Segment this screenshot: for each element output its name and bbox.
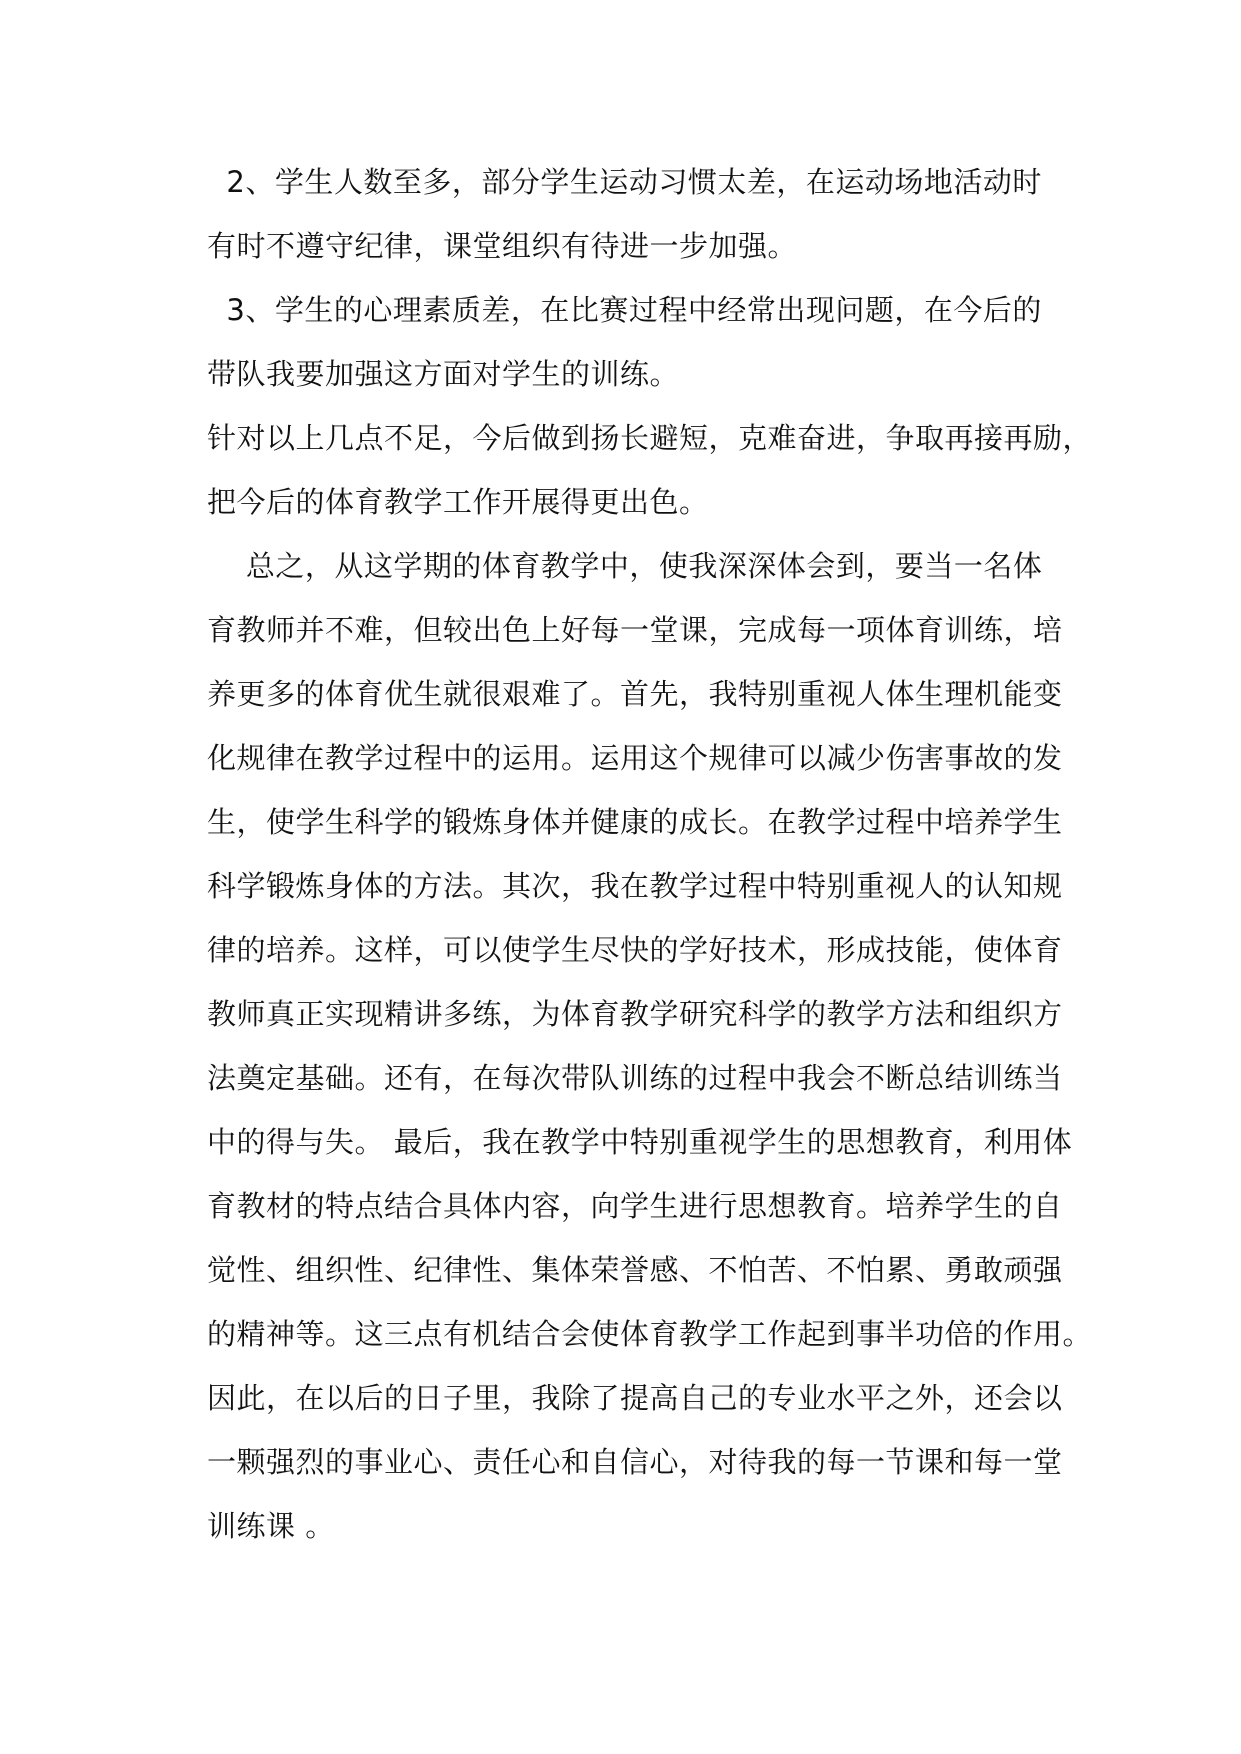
text-line: 针对以上几点不足，今后做到扬长避短，克难奋进，争取再接再励， <box>207 421 1093 455</box>
text-line: 的精神等。这三点有机结合会使体育教学工作起到事半功倍的作用。 <box>207 1317 1093 1351</box>
text-line: 因此，在以后的日子里，我除了提高自己的专业水平之外，还会以 <box>207 1381 1063 1415</box>
text-line: 2、学生人数至多，部分学生运动习惯太差，在运动场地活动时 <box>207 165 1042 199</box>
text-line: 法奠定基础。还有，在每次带队训练的过程中我会不断总结训练当 <box>207 1061 1063 1095</box>
text-line: 一颗强烈的事业心、责任心和自信心，对待我的每一节课和每一堂 <box>207 1445 1063 1479</box>
text-line: 觉性、组织性、纪律性、集体荣誉感、不怕苦、不怕累、勇敢顽强 <box>207 1253 1063 1287</box>
text-line: 生，使学生科学的锻炼身体并健康的成长。在教学过程中培养学生 <box>207 805 1063 839</box>
text-line: 训练课 。 <box>207 1509 335 1543</box>
text-line: 教师真正实现精讲多练，为体育教学研究科学的教学方法和组织方 <box>207 997 1063 1031</box>
text-line: 化规律在教学过程中的运用。运用这个规律可以减少伤害事故的发 <box>207 741 1063 775</box>
text-line: 养更多的体育优生就很艰难了。首先，我特别重视人体生理机能变 <box>207 677 1063 711</box>
text-line: 育教师并不难，但较出色上好每一堂课，完成每一项体育训练，培 <box>207 613 1063 647</box>
text-line: 科学锻炼身体的方法。其次，我在教学过程中特别重视人的认知规 <box>207 869 1063 903</box>
text-line: 3、学生的心理素质差，在比赛过程中经常出现问题，在今后的 <box>207 293 1042 327</box>
text-line: 总之，从这学期的体育教学中，使我深深体会到，要当一名体 <box>207 549 1043 583</box>
text-line: 育教材的特点结合具体内容，向学生进行思想教育。培养学生的自 <box>207 1189 1063 1223</box>
text-line: 中的得与失。 最后，我在教学中特别重视学生的思想教育，利用体 <box>207 1125 1073 1159</box>
text-line: 把今后的体育教学工作开展得更出色。 <box>207 485 709 519</box>
text-line: 有时不遵守纪律，课堂组织有待进一步加强。 <box>207 229 798 263</box>
text-line: 带队我要加强这方面对学生的训练。 <box>207 357 680 391</box>
text-line: 律的培养。这样，可以使学生尽快的学好技术，形成技能，使体育 <box>207 933 1063 967</box>
